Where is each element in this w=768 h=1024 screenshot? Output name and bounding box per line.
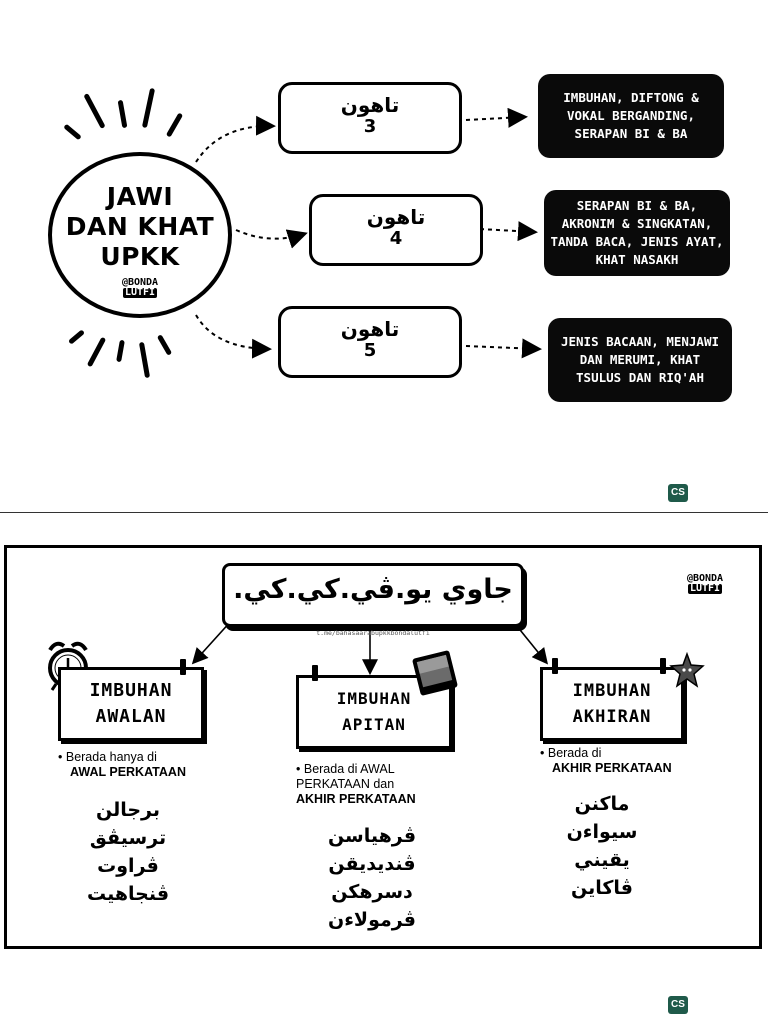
list-item: ترسيڤق	[89, 827, 167, 849]
list-item: ڤراوت	[97, 855, 159, 877]
apitan-desc-text: Berada di AWAL PERKATAAN dan	[296, 762, 395, 791]
apitan-desc-bold: AKHIR PERKATAAN	[296, 792, 416, 806]
akhiran-label: IMBUHAN AKHIRAN	[572, 681, 652, 727]
bullet-dot: •	[540, 746, 548, 760]
list-item: دسرهكن	[331, 881, 413, 903]
awalan-desc-text: Berada hanya di	[65, 750, 157, 764]
awalan-label: IMBUHAN AWALAN	[89, 680, 173, 727]
year-4-topics: SERAPAN BI & BA, AKRONIM & SINGKATAN, TANDA BACA, JENIS AYAT, KHAT NASAKH	[544, 190, 730, 276]
list-item: ڤرمولاءن	[327, 909, 416, 931]
year-4-label: تاهون	[366, 205, 426, 229]
pin-icon	[552, 658, 558, 674]
year-3-topics: IMBUHAN, DIFTONG & VOKAL BERGANDING, SERAPAN BI & BA	[538, 74, 724, 158]
list-item: ڤنديديقن	[328, 853, 416, 875]
list-item: ڤاكاين	[571, 877, 633, 899]
akhiran-desc-text: Berada di	[547, 746, 602, 760]
apitan-word-list	[312, 822, 432, 934]
awalan-description	[58, 750, 238, 780]
list-item: يقيني	[574, 849, 630, 871]
awalan-desc-bold: AWAL PERKATAAN	[70, 765, 186, 779]
slide-2-title-box	[222, 563, 524, 637]
author-logo-2-line2: LUTFI	[689, 583, 721, 594]
author-logo-line1: @BONDA	[121, 277, 159, 288]
akhiran-desc-bold: AKHIR PERKATAAN	[552, 761, 672, 775]
year-3-number: 3	[363, 116, 377, 137]
list-item: ماكنن	[574, 793, 630, 815]
akhiran-word-list	[542, 790, 662, 902]
year-4-number: 4	[389, 228, 403, 249]
author-logo-2-line1: @BONDA	[686, 573, 724, 584]
bullet-dot: •	[296, 762, 304, 776]
year-5-topics: JENIS BACAAN, MENJAWI DAN MERUMI, KHAT TSULUS DAN RIQ'AH	[548, 318, 732, 402]
year-5-number: 5	[363, 340, 377, 361]
akhiran-sign	[540, 667, 684, 741]
bullet-dot: •	[58, 750, 66, 764]
apitan-description	[296, 762, 466, 807]
awalan-sign	[58, 667, 204, 741]
list-item: ڤنجاهيت	[86, 883, 170, 905]
pin-icon	[660, 658, 666, 674]
pin-icon	[312, 665, 318, 681]
akhiran-description	[540, 746, 720, 776]
author-logo-2	[676, 574, 734, 594]
camscanner-badge-2: CS	[668, 996, 688, 1014]
center-topic-title: JAWI DAN KHAT UPKK	[65, 182, 215, 271]
apitan-label: IMBUHAN APITAN	[336, 689, 412, 734]
list-item: سيواءن	[566, 821, 638, 843]
year-3-label: تاهون	[340, 93, 400, 117]
year-5-label: تاهون	[340, 317, 400, 341]
tablet-icon	[408, 646, 462, 700]
pin-icon	[180, 659, 186, 675]
list-item: ڤرهياسن	[327, 825, 417, 847]
star-icon	[668, 652, 706, 692]
awalan-word-list	[68, 796, 188, 908]
slide-2-title: جاوي يو.ڤي.كي.كي.	[233, 574, 513, 605]
list-item: برجالن	[95, 799, 160, 821]
slide-2-subtitle: t.me/bahasaarabupkkbondalutfi	[316, 629, 430, 637]
camscanner-badge: CS	[668, 484, 688, 502]
author-logo-line2: LUTFI	[124, 287, 156, 298]
